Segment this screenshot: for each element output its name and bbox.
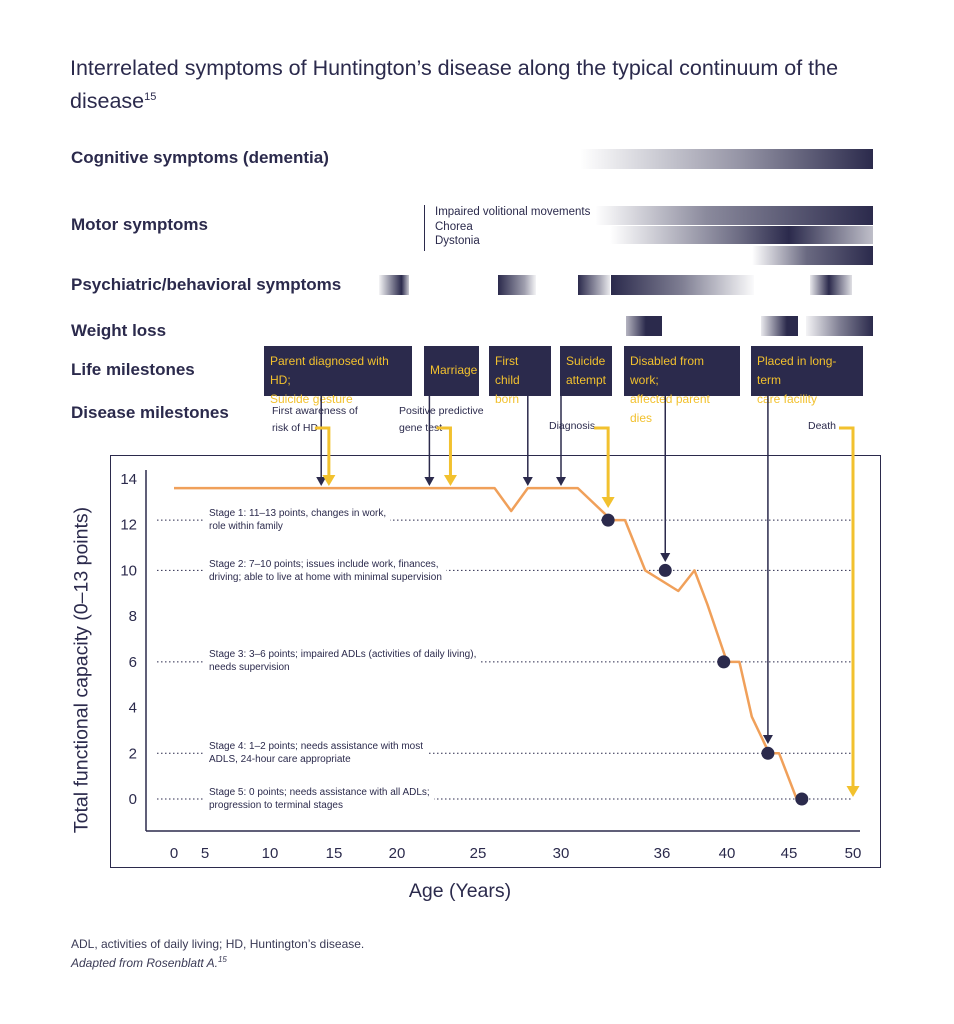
y-tick-6: 6 (128, 653, 137, 671)
life-milestone-line: care facility (757, 392, 818, 406)
disease-milestone-line: First awareness of (272, 405, 358, 417)
life-milestone-line: attempt (566, 373, 607, 387)
footnote-source-text: Adapted from Rosenblatt A. (71, 956, 218, 970)
life-milestone-line: Parent diagnosed with HD; (270, 354, 389, 387)
death-arrow-head (847, 786, 860, 797)
motor-item-volitional: Impaired volitional movements (435, 206, 591, 218)
x-tick-15: 15 (325, 845, 343, 862)
x-tick-0: 0 (169, 845, 179, 862)
disease-milestone-line: Positive predictive (399, 405, 484, 417)
stage-1-label (205, 507, 390, 533)
life-milestone-line: Suicide gesture (270, 392, 353, 406)
row-label-psychiatric: Psychiatric/behavioral symptoms (71, 275, 342, 294)
disease-milestone-line: Death (808, 420, 837, 432)
marriage-arrow-head (424, 477, 434, 486)
y-tick-10: 10 (120, 562, 137, 580)
footnote-source (71, 952, 364, 971)
x-tick-40: 40 (718, 845, 736, 862)
stage-line: driving; able to live at home with minimal supervision (209, 572, 442, 583)
stage-line: needs supervision (209, 662, 290, 673)
y-tick-12: 12 (120, 516, 137, 534)
stage-3-label (205, 648, 480, 674)
life-milestone-line: Suicide (566, 354, 606, 368)
x-tick-30: 30 (552, 845, 570, 862)
title-reference: 15 (144, 91, 157, 103)
disease-milestone-line: gene test (399, 422, 443, 434)
disease-milestone-line: risk of HD (272, 422, 319, 434)
stage-marker-3 (717, 655, 730, 668)
x-tick-10: 10 (261, 845, 279, 862)
row-label-weight: Weight loss (71, 321, 167, 340)
life-milestone-line: Marriage (430, 363, 478, 377)
title-text: Interrelated symptoms of Huntington’s disease along the typical continuum of the disease (70, 56, 839, 114)
motor-item-dystonia: Dystonia (435, 235, 480, 247)
first-child-arrow-head (523, 477, 533, 486)
gene-test-arrow-line (436, 428, 450, 477)
stage-line: Stage 4: 1–2 points; needs assistance with most (209, 741, 424, 752)
stage-line: Stage 5: 0 points; needs assistance with all ADLs; (209, 787, 430, 798)
y-tick-2: 2 (128, 745, 137, 763)
diagnosis-arrow-head (602, 497, 615, 508)
stage-marker-5 (795, 793, 808, 806)
footnote (71, 937, 364, 971)
disabled-work-arrow-head (660, 553, 670, 562)
stage-marker-4 (761, 747, 774, 760)
row-label-disease: Disease milestones (71, 403, 229, 422)
x-tick-25: 25 (469, 845, 487, 862)
x-tick-20: 20 (388, 845, 406, 862)
diagnosis-arrow-line (594, 428, 608, 499)
stage-5-label (205, 786, 434, 812)
row-label-life: Life milestones (71, 360, 195, 379)
y-axis-label: Total functional capacity (0–13 points) (70, 506, 93, 834)
row-label-motor: Motor symptoms (71, 215, 208, 234)
first-awareness-arrow-head (322, 475, 335, 486)
stage-line: Stage 1: 11–13 points, changes in work, (209, 508, 387, 519)
stage-4-label (205, 740, 427, 766)
x-tick-50: 50 (844, 845, 862, 862)
stage-marker-1 (602, 514, 615, 527)
y-tick-0: 0 (128, 791, 137, 808)
stage-line: role within family (209, 521, 283, 532)
gene-test-arrow-head (444, 475, 457, 486)
stage-marker-2 (659, 564, 672, 577)
footnote-abbreviations: ADL, activities of daily living; HD, Huntington’s disease. (71, 937, 365, 951)
suicide-attempt-arrow-head (556, 477, 566, 486)
y-tick-4: 4 (128, 699, 137, 717)
life-milestone-line: affected parent dies (630, 392, 710, 425)
life-milestone-line: Placed in long-term (757, 354, 837, 387)
life-milestone-line: Disabled from work; (630, 354, 705, 387)
death-arrow-line (839, 428, 853, 788)
y-tick-8: 8 (128, 608, 137, 626)
disease-milestone-line: Diagnosis (549, 420, 596, 432)
motor-item-chorea: Chorea (435, 220, 473, 233)
stage-line: Stage 3: 3–6 points; impaired ADLs (activities of daily living), (209, 649, 477, 660)
row-label-cognitive: Cognitive symptoms (dementia) (71, 148, 329, 167)
stage-line: progression to terminal stages (209, 800, 343, 811)
x-tick-5: 5 (200, 845, 210, 862)
x-axis-label: Age (Years) (408, 880, 512, 902)
x-tick-45: 45 (780, 845, 798, 862)
y-tick-14: 14 (120, 471, 137, 488)
x-tick-36: 36 (653, 845, 671, 862)
life-milestone-line: born (495, 392, 520, 406)
life-milestone-line: First child (495, 354, 520, 387)
stage-line: Stage 2: 7–10 points; issues include work, finances, (209, 559, 439, 570)
footnote-source-reference: 15 (217, 955, 227, 964)
stage-2-label (205, 558, 446, 584)
stage-line: ADLS, 24-hour care appropriate (209, 754, 351, 765)
